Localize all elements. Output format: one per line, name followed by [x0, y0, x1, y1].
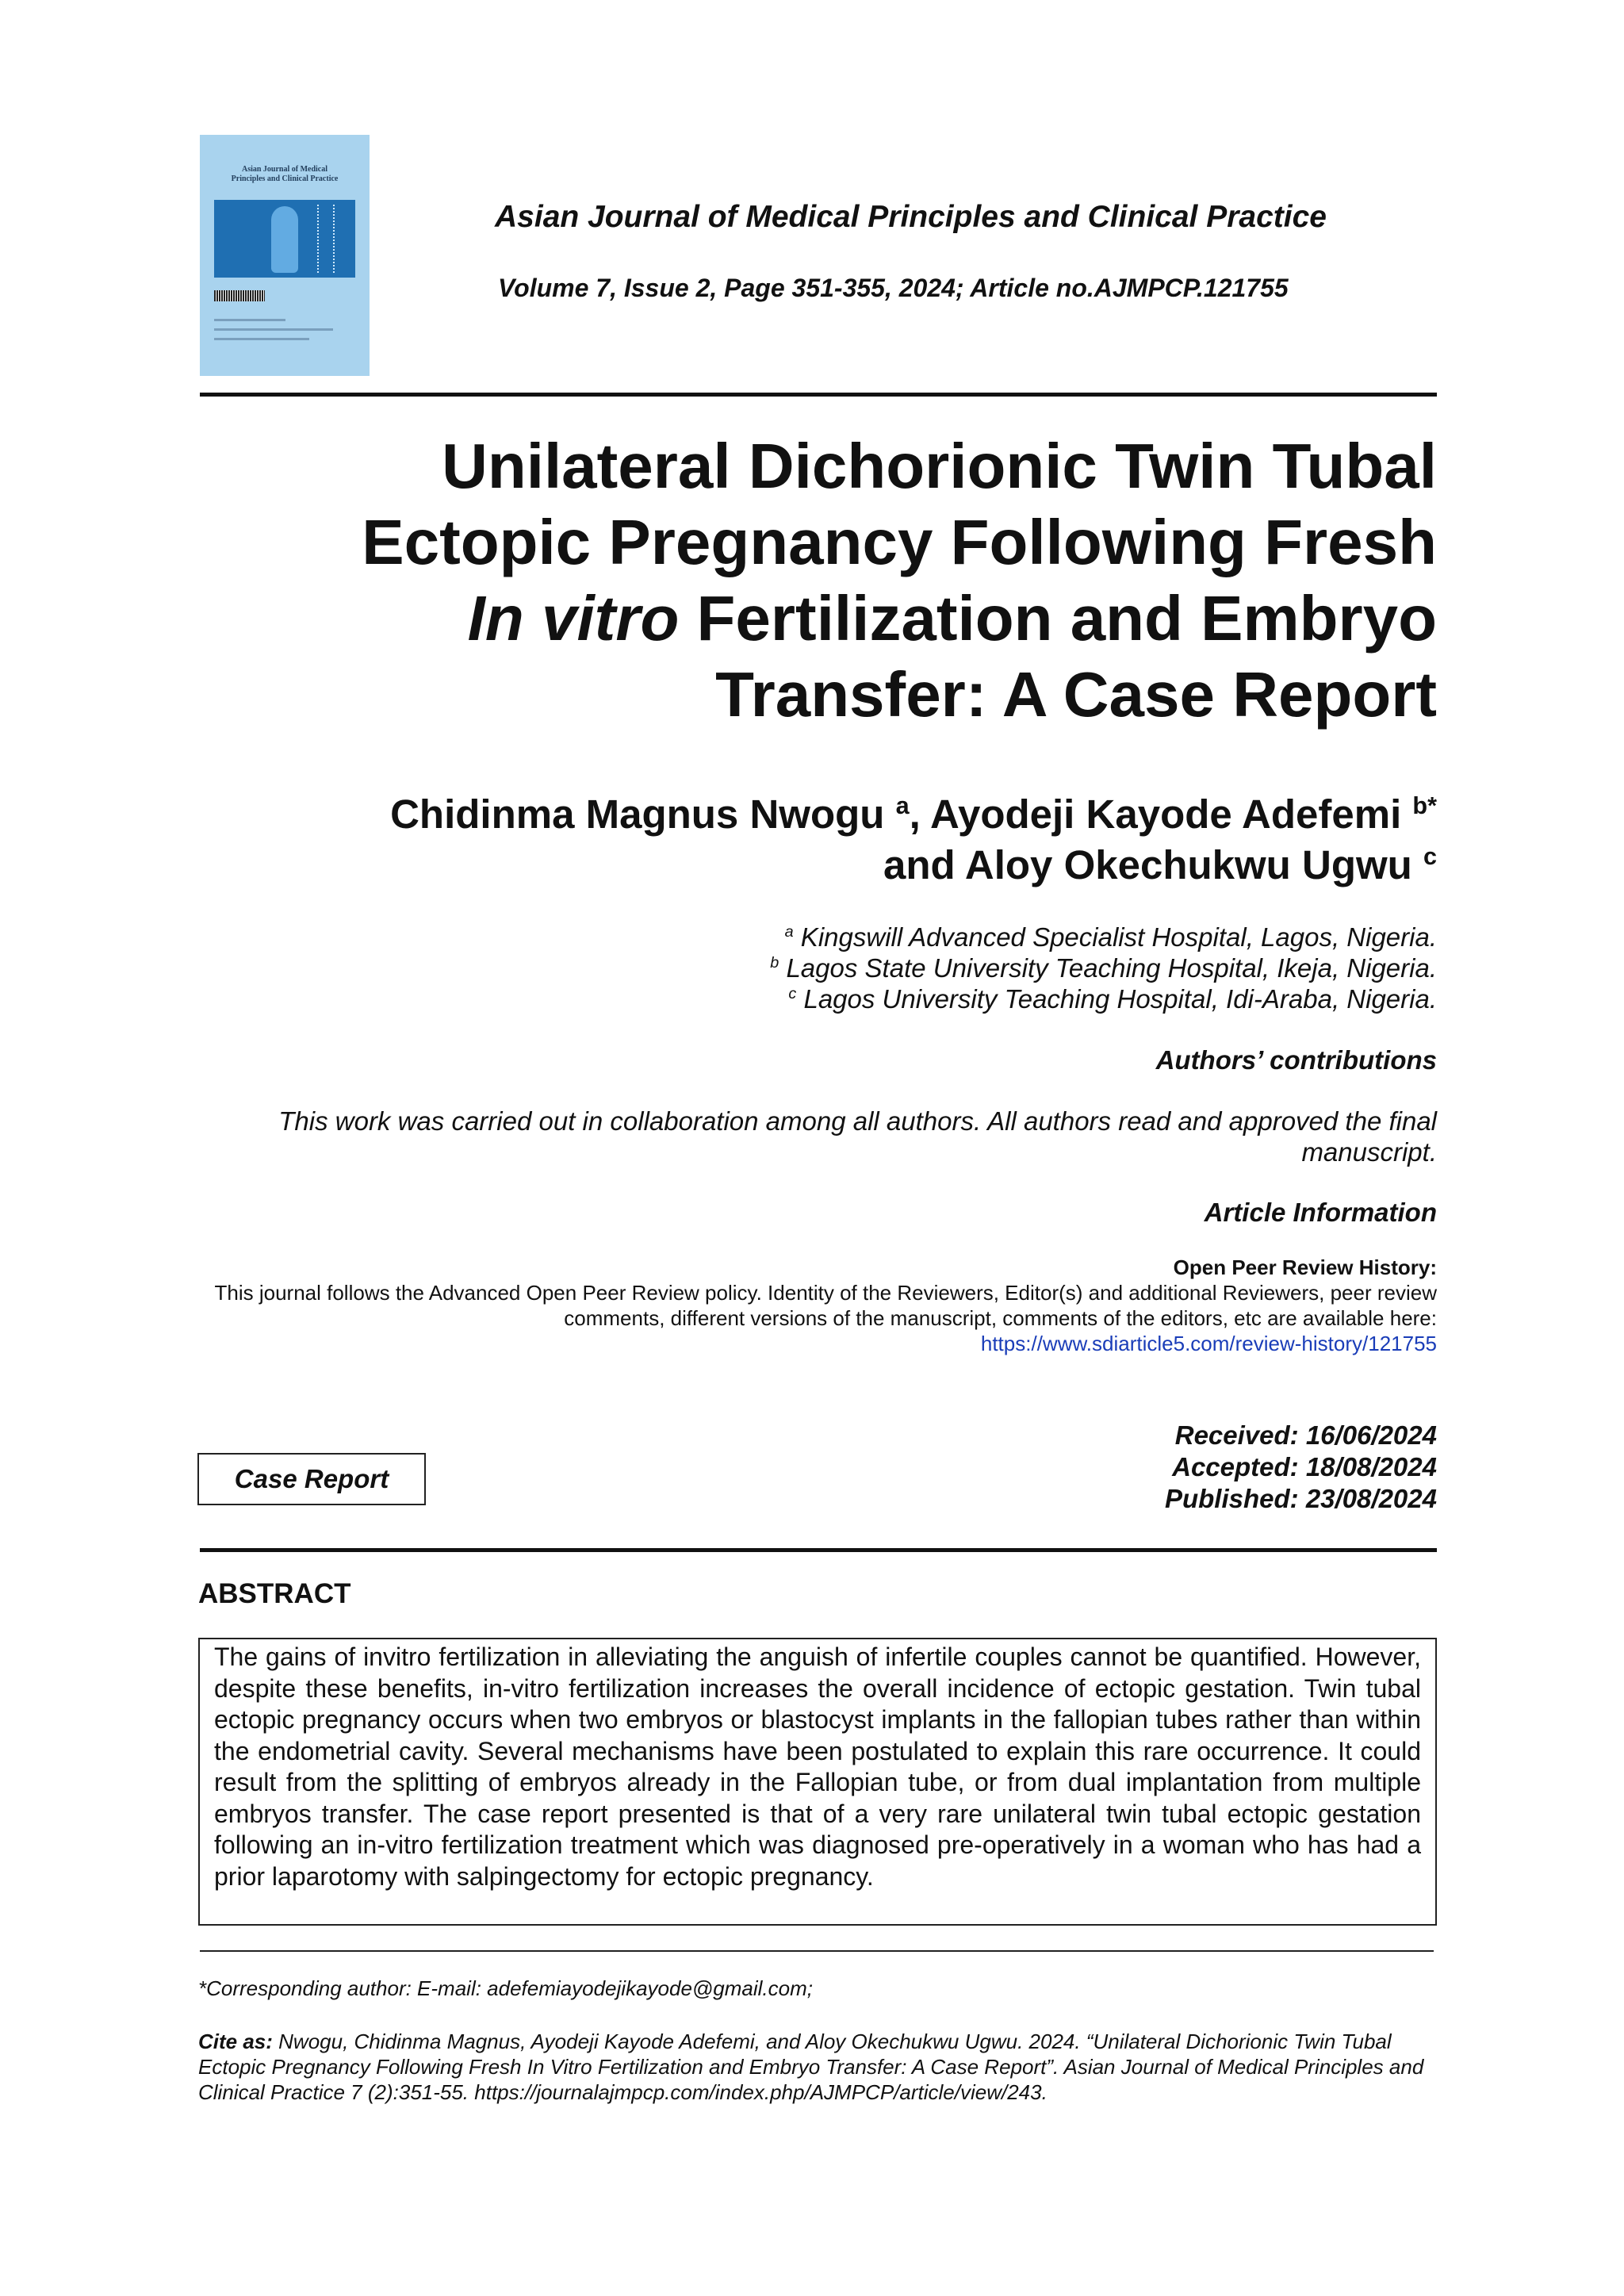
affiliation: $^a$ Kingswill Advanced Specialist Hospital, Lagos, Nigeria.	[784, 922, 1437, 952]
peer-review-text: This journal follows the Advanced Open Peer Review policy. Identity of the Reviewers, Editor(s) and additional Reviewers, peer review comments, different versions of the manuscript, comments of the editors, etc are available here:	[214, 1281, 1437, 1330]
abstract-text: The gains of invitro fertilization in alleviating the anguish of infertile couples cannot be quantified. However, despite these benefits, in-vitro fertilization increases the overall incidence of ectopic gestation. Twin tubal ectopic pregnancy occurs when two embryos or blastocyst implants in the fallopian tubes rather than within the endometrial cavity. Several mechanisms have been postulated to explain this rare occurrence. It could result from the splitting of embryos already in the Fallopian tube, or from dual implantation from multiple embryos transfer. The case report presented is that of a very rare unilateral twin tubal ectopic gestation following an in-vitro fertilization treatment which was diagnosed pre-operatively in a woman who has had a prior laparotomy with salpingectomy for ectopic pregnancy.	[198, 1638, 1437, 1926]
peer-review-link[interactable]: https://www.sdiarticle5.com/review-history/121755	[980, 1332, 1437, 1355]
affiliation: $^c$ Lagos University Teaching Hospital, Idi-Araba, Nigeria.	[788, 984, 1437, 1014]
published-date: Published: 23/08/2024	[1164, 1484, 1437, 1513]
received-date: Received: 16/06/2024	[1174, 1420, 1437, 1450]
peer-review-history	[152, 1255, 1437, 1356]
publication-dates	[1165, 1420, 1437, 1515]
peer-review-heading: Open Peer Review History:	[1173, 1255, 1437, 1279]
citation: Cite as: Nwogu, Chidinma Magnus, Ayodeji Kayode Adefemi, and Aloy Okechukwu Ugwu. 2024. “Unilateral Dichorionic Twin Tubal Ectopic Pregnancy Following Fresh In Vitro Fertilization and Embryo Transfer: A Case Report”. Asian Journal of Medical Principles and Clinical Practice 7 (2):351-55. https://journalajmpcp.com/index.php/AJMPCP/article/view/243.	[198, 2030, 1424, 2104]
author-name: and Aloy Okechukwu Ugwu	[883, 842, 1423, 887]
article-type-badge: Case Report	[197, 1453, 426, 1505]
affiliations	[770, 922, 1437, 1014]
contributions-text: This work was carried out in collaboration among all authors. All authors read and approved the final manuscript.	[278, 1106, 1437, 1167]
cover-text-line	[214, 338, 309, 340]
cover-title: Asian Journal of Medical Principles and Clinical Practice	[231, 165, 339, 183]
dna-helix-icon	[317, 205, 335, 273]
human-figure-icon	[271, 206, 298, 273]
article-info-heading: Article Information	[1204, 1198, 1437, 1227]
journal-volume-info: Volume 7, Issue 2, Page 351-355, 2024; Article no.AJMPCP.121755	[498, 274, 1289, 302]
author-name: Chidinma Magnus Nwogu	[390, 792, 896, 837]
cover-illustration	[214, 200, 355, 278]
cover-text-line	[214, 328, 333, 331]
corresponding-author: *Corresponding author: E-mail: adefemiayodejikayode@gmail.com;	[198, 1976, 813, 2000]
contributions-heading: Authors’ contributions	[1155, 1045, 1437, 1075]
header-divider	[200, 393, 1437, 397]
footnote-divider	[200, 1950, 1434, 1952]
cover-text-line	[214, 319, 285, 321]
author-list: Chidinma Magnus Nwogu $^a$, Ayodeji Kayode Adefemi $^{b*}$ and Aloy Okechukwu Ugwu $^c$	[390, 792, 1437, 887]
article-title: Unilateral Dichorionic Twin Tubal Ectopic Pregnancy Following Fresh In vitro Fertilization and Embryo Transfer: A Case Report	[362, 431, 1437, 730]
barcode-icon	[214, 290, 265, 301]
section-divider	[200, 1548, 1437, 1552]
accepted-date: Accepted: 18/08/2024	[1172, 1452, 1437, 1481]
abstract-heading: ABSTRACT	[198, 1578, 351, 1609]
affiliation: $^b$ Lagos State University Teaching Hospital, Ikeja, Nigeria.	[770, 953, 1437, 983]
author-name: , Ayodeji Kayode Adefemi	[909, 792, 1413, 837]
journal-cover-image	[200, 135, 370, 376]
journal-name: Asian Journal of Medical Principles and Clinical Practice	[495, 200, 1327, 234]
